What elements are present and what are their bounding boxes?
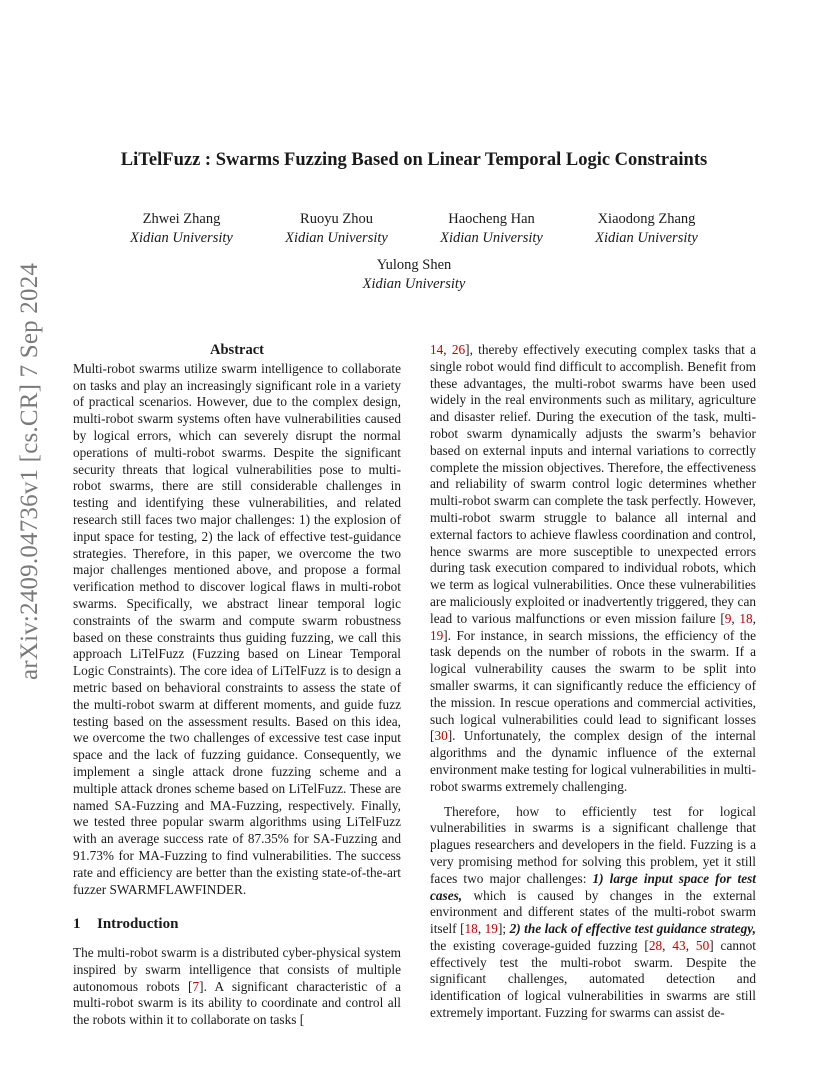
text-run: ]. A significant characteristic of a multi-robot swarm is its ability to coordinate and control all the robots within it to collaborate on tasks [ <box>73 978 402 1028</box>
author-affiliation: Xidian University <box>595 230 698 246</box>
left-column <box>73 342 401 1029</box>
author-name: Ruoyu Zhou <box>300 211 373 227</box>
text-run: The multi-robot swarm is a distributed cyber-physical system inspired by swarm intelligence that consists of multiple autonomous robots [ <box>73 945 401 994</box>
text-run: ]. Unfortunately, the complex design of the internal algorithms and the dynamic influence of the external environment make testing for logical vulnerabilities in multi-robot swarms extremely challenging. <box>430 728 756 794</box>
author-row-1 <box>80 210 748 248</box>
text-run: ], thereby effectively executing complex tasks that a single robot would find difficult to accomplish. Benefit from these advantages, the multi-robot swarms have been used widely in the real environments such as military, agriculture and disaster relief. During the execution of the task, multi-robot swarm dynamically adjusts the swarm’s behavior based on external inputs and internal variations to correctly complete the mission objectives. Therefore, the effectiveness and reliability of swarm control logic determines whether multi-robot swarm can complete the task perfectly. However, multi-robot swarm struggle to balance all internal and external factors to achieve flawless coordination and control, hence swarms are more susceptible to unexpected errors during task execution compared to individual robots, which we term as logical vulnerabilities. Once these vulnerabilities are maliciously exploited or inadvertently triggered, they can lead to various malfunctions or even mission failure [ <box>430 342 757 626</box>
author-row-2 <box>80 256 748 294</box>
citation-link[interactable]: 26 <box>451 342 466 357</box>
citation-link[interactable]: 43 <box>672 937 686 953</box>
text-run: ] cannot effectively test the multi-robot swarm. Despite the significant challenges, automated detection and identification of logical vulnerabilities in swarms are still extremely important. Fuzzing for swarms can assist de- <box>430 937 756 1021</box>
citation-link[interactable]: 18 <box>464 921 478 937</box>
text-run: Therefore, how to efficiently test for logical vulnerabilities in swarms is a significant challenge that plagues researchers and developers in the field. Fuzzing is a very promising method for solving this problem, yet it still faces two major challenges: <box>430 803 756 886</box>
author <box>259 210 414 248</box>
text-run: the existing coverage-guided fuzzing [ <box>430 937 649 953</box>
citation-link[interactable]: 30 <box>434 728 448 744</box>
right-column <box>430 342 756 1022</box>
citation-link[interactable]: 19 <box>430 627 444 643</box>
intro-paragraph-1 <box>73 945 401 1029</box>
arxiv-margin-identifier: arXiv:2409.04736v1 [cs.CR] 7 Sep 2024 <box>16 262 43 680</box>
intro-paragraph-1-cont: 14, 26], thereby effectively executing complex tasks that a single robot would find difficult to accomplish. Benefit from these advantages, the multi-robot swarms have been used widely in the real environments such as military, agriculture and disaster relief. During the execution of the task, multi-robot swarm dynamically adjusts the swarm’s behavior based on external inputs and internal variations to correctly complete the mission objectives. Therefore, the effectiveness and reliability of swarm control logic determines whether multi-robot swarm can complete the task perfectly. However, multi-robot swarm struggle to balance all internal and external factors to achieve flawless coordination and control, hence swarms are more susceptible to unexpected errors during task execution compared to individual robots, which we term as logical vulnerabilities. Once these vulnerabilities are maliciously exploited or inadvertently triggered, they can lead to various malfunctions or even mission failure [9, 18, 19]. For instance, in search missions, the efficiency of the task depends on the number of robots in the swarm. If a logical vulnerability causes the swarm to be split into smaller swarms, it can significantly reduce the efficiency of the mission. In rescue operations and commercial activities, such logical vulnerabilities could lead to significant losses [30]. Unfortunately, the complex design of the internal algorithms and the dynamic influence of the external environment make testing for logical vulnerabilities in multi-robot swarms extremely challenging. <box>430 342 757 794</box>
text-run: which is caused by changes in the external environment and different states of the multi-robot swarm itself [ <box>430 887 756 937</box>
author-name: Yulong Shen <box>376 257 452 273</box>
paper-title: LiTelFuzz : Swarms Fuzzing Based on Linear Temporal Logic Constraints <box>120 150 708 170</box>
text-run: ]. For instance, in search missions, the efficiency of the task depends on the number of robots in the swarm. If a logical vulnerability causes the swarm to be split into smaller swarms, it can significantly reduce the efficiency of the mission. In rescue operations and commercial activities, such logical vulnerabilities could lead to significant losses [ <box>430 627 756 744</box>
author <box>104 210 259 248</box>
text-run: ]; <box>497 921 510 937</box>
author <box>569 210 724 248</box>
citation-link[interactable]: 28 <box>648 937 663 953</box>
citation-link[interactable]: 50 <box>695 937 710 953</box>
emphasis-challenge-2: 2) the lack of effective test guidance strategy, <box>509 921 757 937</box>
citation-link[interactable]: 7 <box>192 978 200 994</box>
citation-link[interactable]: 19 <box>484 921 498 937</box>
citation-link[interactable]: 14 <box>430 342 444 357</box>
author-affiliation: Xidian University <box>362 276 466 292</box>
abstract-text: Multi-robot swarms utilize swarm intelligence to collaborate on tasks and play an increasingly significant role in a variety of practical scenarios. However, due to the complex design, multi-robot swarm systems often have vulnerabilities caused by logical errors, which can severely disrupt the normal operations of multi-robot swarms. Despite the significant security threats that logical vulnerabilities pose to multi-robot swarms, there are still considerable challenges in testing and identifying these vulnerabilities, and related research still faces two major challenges: 1) the explosion of input space for testing, 2) the lack of effective test-guidance strategies. Therefore, in this paper, we overcome the two major challenges mentioned above, and propose a formal verification method to discover logical flaws in multi-robot swarms. Specifically, we abstract linear temporal logic constraints of the swarm and compute swarm robustness based on these constraints thus guiding fuzzing, we call this approach LiTelFuzz (Fuzzing based on Linear Temporal Logic Constraints). The core idea of LiTelFuzz is to design a metric based on behavioral constraints to assess the state of the multi-robot swarm at different moments, and guide fuzz testing based on the assessment results. Based on this idea, we overcome the two challenges of excessive test case input space and the lack of fuzzing guidance. Consequently, we implement a single attack drone fuzzing scheme and a multiple attack drones scheme based on LiTelFuzz. These are named SA-Fuzzing and MA-Fuzzing, respectively. Finally, we tested three popular swarm algorithms using LiTelFuzz with an average success rate of 87.35% for SA-Fuzzing and 91.73% for MA-Fuzzing to find vulnerabilities. The success rate and efficiency are better than the existing state-of-the-art fuzzer SWARMFLAWFINDER. <box>73 360 401 897</box>
author-affiliation: Xidian University <box>130 230 233 246</box>
author-name: Xiaodong Zhang <box>597 211 696 227</box>
author-affiliation: Xidian University <box>285 230 388 246</box>
author-name: Zhwei Zhang <box>142 211 221 227</box>
author-block <box>80 210 748 294</box>
citation-link[interactable]: 18 <box>739 610 753 626</box>
intro-paragraph-2: Therefore, how to efficiently test for logical vulnerabilities in swarms is a significant challenge that plagues researchers and developers in the field. Fuzzing is a very promising method for solving this problem, yet it still faces two major challenges: 1) large input space for test cases, which is caused by changes in the external environment and different states of the multi-robot swarm itself [18, 19]; 2) the lack of effective test guidance strategy, the existing coverage-guided fuzzing [28, 43, 50] cannot effectively test the multi-robot swarm. Despite the significant challenges, automated detection and identification of logical vulnerabilities in swarms are still extremely important. Fuzzing for swarms can assist de- <box>430 803 757 1021</box>
section-heading <box>73 916 401 933</box>
author <box>414 210 569 248</box>
emphasis-challenge-1: 1) large input space for test cases, <box>430 870 756 903</box>
citation-link[interactable]: 9 <box>724 610 732 626</box>
author <box>337 256 492 294</box>
author-name: Haocheng Han <box>448 211 535 227</box>
section-title: Introduction <box>97 916 179 933</box>
author-affiliation: Xidian University <box>440 230 543 246</box>
abstract-heading: Abstract <box>210 342 264 358</box>
section-number: 1 <box>73 916 81 933</box>
